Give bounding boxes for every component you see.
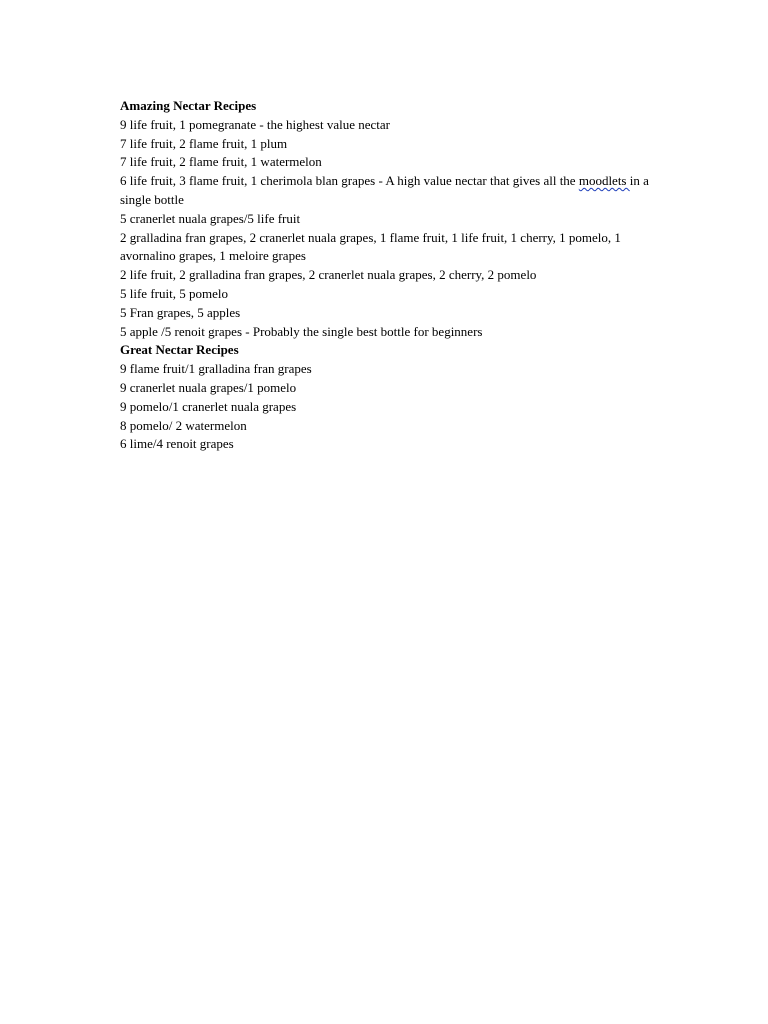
section-heading-amazing: Amazing Nectar Recipes xyxy=(120,98,257,113)
recipe-line: 9 life fruit, 1 pomegranate - the highest value nectar xyxy=(120,116,391,132)
recipe-line: 2 life fruit, 2 gralladina fran grapes, 2 cranerlet nuala grapes, 2 cherry, 2 pomelo xyxy=(120,267,537,283)
recipe-line: 7 life fruit, 2 flame fruit, 1 watermelon xyxy=(120,154,322,170)
recipe-line: 5 cranerlet nuala grapes/5 life fruit xyxy=(120,210,301,226)
recipe-line-text: 6 life fruit, 3 flame fruit, 1 cherimola blan grapes - A high value nectar that gives all the xyxy=(120,173,579,189)
recipe-line: 9 cranerlet nuala grapes/1 pomelo xyxy=(120,379,297,395)
recipe-line: 5 apple /5 renoit grapes - Probably the single best bottle for beginners xyxy=(120,323,483,339)
recipe-line: 9 pomelo/1 cranerlet nuala grapes xyxy=(120,398,297,414)
recipe-line-text: in a single bottle xyxy=(120,173,649,207)
recipe-line: 6 lime/4 renoit grapes xyxy=(120,436,234,452)
document-body xyxy=(120,97,660,454)
recipe-line: 9 flame fruit/1 gralladina fran grapes xyxy=(120,361,312,377)
recipe-line: 8 pomelo/ 2 watermelon xyxy=(120,417,247,433)
recipe-line xyxy=(120,172,660,210)
section-heading-great: Great Nectar Recipes xyxy=(120,342,239,358)
recipe-line: 2 gralladina fran grapes, 2 cranerlet nuala grapes, 1 flame fruit, 1 life fruit, 1 cherry, 1 pomelo, 1 avornalino grapes, 1 meloire grapes xyxy=(120,229,621,264)
recipe-line: 5 Fran grapes, 5 apples xyxy=(120,304,241,320)
spellcheck-flagged-word[interactable]: moodlets xyxy=(578,173,630,189)
recipe-line: 7 life fruit, 2 flame fruit, 1 plum xyxy=(120,135,288,151)
recipe-line: 5 life fruit, 5 pomelo xyxy=(120,285,228,301)
